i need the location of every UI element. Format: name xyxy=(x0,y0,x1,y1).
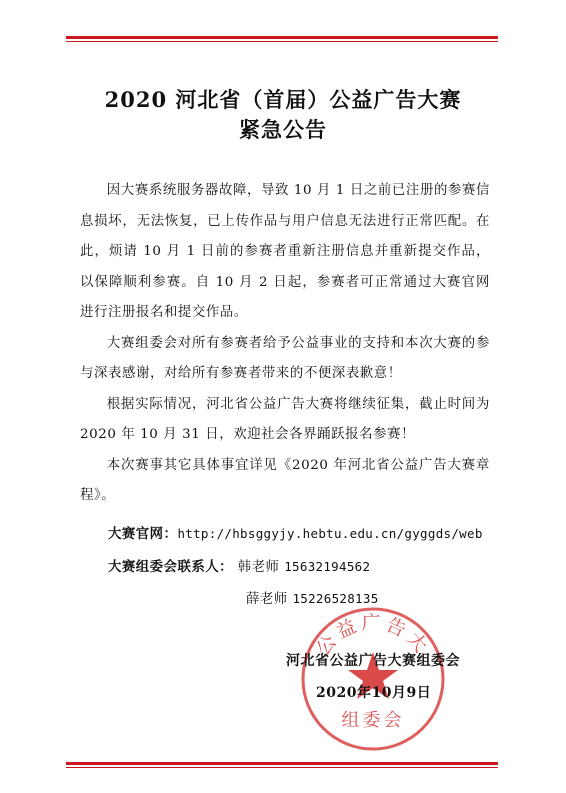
document-title: 2020 河北省（首届）公益广告大赛 xyxy=(104,87,462,112)
paragraph-3: 根据实际情况，河北省公益广告大赛将继续征集，截止时间为 2020 年 10 月 31 日，欢迎社会各界踊跃报名参赛！ xyxy=(80,396,490,442)
contact-name-1: 韩老师 xyxy=(237,560,280,575)
official-seal xyxy=(298,604,448,754)
signature-org: 河北省公益广告大赛组委会 xyxy=(286,653,460,669)
contact-name-2: 薛老师 xyxy=(246,592,288,607)
paragraph-2: 大赛组委会对所有参赛者给予公益事业的支持和本次大赛的参与深表感谢，对给所有参赛者带来的不便深表歉意！ xyxy=(80,335,490,381)
website-link[interactable]: http://hbsggyjy.hebtu.edu.cn/gyggds/web xyxy=(177,526,483,541)
contact-label: 大赛组委会联系人： xyxy=(108,559,234,575)
signature-date: 2020年10月9日 xyxy=(316,685,432,701)
notice-body xyxy=(80,176,490,512)
document-subtitle: 紧急公告 xyxy=(239,117,327,142)
seal-bottom-text: 组委会 xyxy=(341,710,405,731)
website-line xyxy=(108,523,483,542)
paragraph-1: 因大赛系统服务器故障，导致 10 月 1 日之前已注册的参赛信息损坏，无法恢复，已上传作品与用户信息无法进行正常匹配。在此，烦请 10 月 1 日前的参赛者重新注册信息并重新提交作品，以保障顺利参赛。自 10 月 2 日起，参赛者可正常通过大赛官网进行注册报名和提交作品。 xyxy=(80,183,490,320)
header-double-rule xyxy=(66,36,498,42)
contact-line-1 xyxy=(108,556,370,575)
contact-phone-2: 15226528135 xyxy=(292,591,379,606)
website-label: 大赛官网： xyxy=(108,526,178,542)
seal-arc-text: 公益广告大 xyxy=(312,612,434,660)
paragraph-4: 本次赛事其它具体事宜详见《2020 年河北省公益广告大赛章程》。 xyxy=(80,457,490,503)
footer-double-rule xyxy=(66,762,498,768)
contact-phone-1: 15632194562 xyxy=(284,559,371,574)
